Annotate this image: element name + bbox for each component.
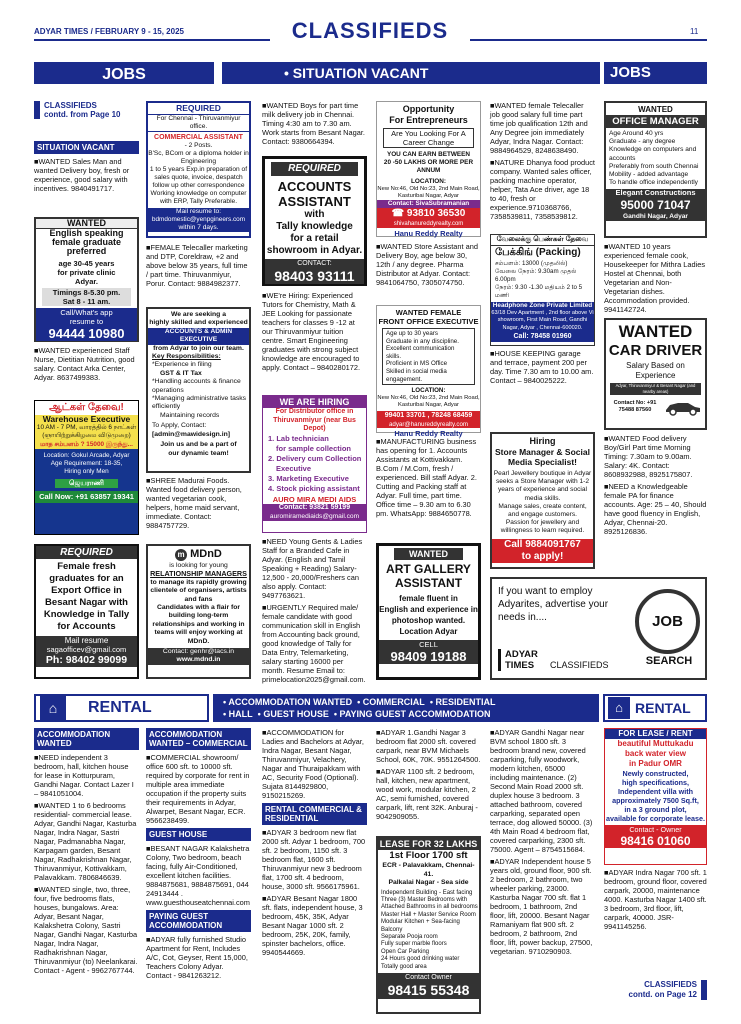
ad-line: For Entrepreneurs [389, 115, 468, 125]
ad-bullet: Mobility - added advantage [609, 171, 689, 179]
ad-title: WANTED [394, 548, 463, 560]
ad-line: age 30-45 years [58, 259, 115, 268]
rental-column-1 [34, 728, 139, 1013]
ad-mdnd [146, 544, 251, 679]
ad-line: Location Adyar [399, 627, 458, 636]
ad-accounts-admin [146, 307, 251, 473]
ad-opportunity [376, 101, 481, 237]
ad-line: Salary Based on [626, 361, 685, 370]
ad-bullet: Knowledge on computers and accounts [609, 146, 697, 162]
ad-line: 20 -50 LAKHS OR MORE PER ANNUM [383, 159, 474, 174]
column-6-text [604, 242, 707, 312]
ad-line: Female fresh [57, 561, 116, 572]
ad-lease-muttukadu [604, 728, 707, 865]
ad-line: within 7 days. [148, 224, 249, 232]
ad-title: FOR LEASE / RENT [605, 729, 706, 739]
column-6-text [604, 434, 707, 569]
ad-accounts-tally [262, 156, 367, 286]
ad-line: in Padur OMR [629, 759, 682, 768]
jobs-bar-right: JOBS [604, 62, 707, 84]
ad-line: Export Office in [51, 585, 122, 596]
rental-column-6 [604, 868, 707, 973]
classified-ad: ■WE're Hiring: Experienced Tutors for Chemistry, Math & JEE Looking for passionate teachers for classes 9 -12 at our Thiruvanmiyur tuition centre. Smart Engineering graduates with strong subject knowledge are encouraged to apply. Contact – 9840280172. [262, 291, 361, 372]
jobs-bar-left: JOBS [34, 62, 214, 84]
ad-line: is looking for young [169, 562, 228, 569]
ad-line: Are You Looking For A [391, 129, 466, 138]
ad-line: We are seeking a [170, 311, 227, 318]
ad-phone[interactable]: 99401 33701 , 78248 68459 [377, 411, 480, 421]
column-1-text [34, 346, 139, 398]
ad-line: CONTACT: [265, 259, 364, 268]
classified-ad: ■WANTED single, two, three, four, five bedrooms flats, houses, bungalows. Area: Adyar, Besant Nagar, Kalakshetra Colony, Sastri Nagar, Gandhi Nagar, Kasturba Nagar, Indra Nagar, Radhakrishnan Nagar, Thiruvanmiyur (to) Neelankarai. Contact - Agent - 9962767744. [34, 885, 138, 975]
ad-front-office [376, 305, 481, 439]
ad-line: Sat 8 - 11 am. [42, 297, 131, 306]
ad-line: showroom in Adyar. [266, 245, 363, 256]
ad-line: from Adyar to join our team. [153, 344, 244, 352]
rental-column-3 [262, 728, 367, 1013]
ad-office-manager [604, 101, 707, 238]
ad-phone[interactable]: Contact: 93821 59199 [263, 504, 366, 513]
ad-line: New No:46, Old No:23, 2nd Main Road, Kasturibai Nagar, Adyar [377, 186, 480, 199]
ad-logo: Hanu Reddy Realty [394, 429, 463, 439]
rental-label: RENTAL [88, 699, 152, 716]
classified-ad: ■WANTED Food delivery Boy/Girl Part time Morning Timing: 7.30am to 9.00am. Salary: 4K. Contact: 8608932988, 8925175807. [604, 434, 693, 479]
ad-phone[interactable]: 98403 93111 [265, 268, 364, 284]
ad-line: Tally knowledge [276, 221, 353, 232]
ad-line: Newly constructed, [622, 769, 689, 778]
ad-bullet: Open Car Parking [381, 948, 430, 955]
ad-commercial-assistant [146, 101, 251, 238]
ad-english-speaking [34, 217, 139, 342]
classified-ad: ■COMMERCIAL showroom/ office 600 sft. to 10000 sft. required by corporate for rent in multiple area immediate occupation if the property suits their requirements in Adyar, Alwarpet, Besant Nagar, ECR. 9566238499. [146, 753, 250, 825]
ad-line: Adyar. [75, 277, 98, 286]
rental-bar-right [603, 694, 707, 722]
ad-line: For Chennai - Thiruvanmiyur office. [148, 114, 249, 132]
classified-ad: ■SHREE Madurai Foods. Wanted food delivery person, wanted vegetarian cook, helpers, home maid servant, immediate. Contact: 9884757729. [146, 476, 242, 530]
ad-line: female fluent in [399, 594, 458, 603]
ad-bullet: Graduate in any discipline. [386, 337, 459, 345]
contd-on-label[interactable] [604, 980, 707, 1000]
ad-line: ACCOUNTS [277, 179, 352, 194]
section-rental-commercial: RENTAL COMMERCIAL & RESIDENTIAL [262, 803, 367, 825]
ad-line: WANTED [618, 322, 693, 341]
ad-line: Besant Nagar with [45, 597, 128, 608]
column-5-text [490, 101, 595, 231]
ad-line: for a retail [290, 233, 339, 244]
ad-bullet: Modular Kitchen + Sea-facing Balcony [381, 919, 460, 933]
ad-line: ASSISTANT [278, 194, 351, 209]
ad-title: WANTED [638, 105, 673, 114]
classified-ad: ■ADYAR Independent house 5 years old, ground floor, 900 sft. 2 bedroom, 2 bathroom, two wheeler parking, 23000. Kasturba Nagar 700 sft. flat 1 bedroom, 1 bathroom, 2nd floor, lift, 20000. Besant Nagar Ramaniyam flat 900 sft. 2 bedroom, 2 bathroom, 2nd floor, lift, power backup, 27500, vegetarian. 9710290903. [490, 857, 593, 956]
classified-ad: ■HOUSE KEEPING garage and terrace, payment 200 per day. Time 7.30 am to 10.00 am. Contact – 9840025222. [490, 349, 594, 385]
ad-line: B'Sc, BCom or a diploma holder in Engineering [148, 150, 249, 165]
ad-phone[interactable]: 95000 71047 [606, 198, 705, 213]
ad-line: to manage its rapidly growing clientele of organisers, artists and fans [150, 578, 247, 603]
ad-line: Thiruvanmiyur (near Bus Depot) [273, 416, 356, 432]
ad-line: 63/18 Dev Apartment , 2nd floor above Vi showroom, First Main Road, Gandhi Nagar, Adyar , Chennai-600020. [491, 310, 594, 331]
ad-advertise-here [490, 577, 707, 680]
ad-email[interactable]: sagaofficev@gmail.com [36, 645, 137, 654]
ad-line: Media Specialist! [508, 457, 577, 467]
ad-line: Palkalai Nagar - Sea side [388, 879, 469, 886]
column-4-text [376, 242, 481, 302]
ad-bullet: Skilled in social media engagement. [386, 367, 447, 383]
ad-line: (ஞாயிற்றுக்கிழமை விடுமுறை) [35, 432, 138, 440]
ad-line: our dynamic team! [168, 449, 229, 457]
ad-line: RELATIONSHIP MANAGERS [150, 569, 247, 579]
rental-label: RENTAL [635, 700, 691, 716]
ad-line: SEARCH [645, 655, 693, 667]
rental-column-5 [490, 728, 595, 1013]
ad-line: Age Requirement: 18-35, [50, 460, 123, 467]
ad-career-box [383, 128, 474, 148]
ad-logo: ADYAR [505, 649, 538, 660]
page-title: CLASSIFIEDS [291, 18, 449, 43]
ad-line: Manage sales, create content, and engage customers. [498, 502, 587, 519]
ad-bullet: Proficient in MS Office [386, 360, 448, 368]
ad-line: needs in.... [498, 612, 547, 623]
ad-title: REQUIRED [176, 103, 221, 113]
ad-line: If you want to employ [498, 586, 593, 597]
ad-title: ஆட்கள் தேவை! [35, 401, 138, 415]
ad-line: FRONT OFFICE EXECUTIVE [378, 317, 479, 326]
ad-export-office [34, 544, 139, 679]
column-2-text [146, 243, 251, 303]
ad-bullet: Excellent communication skills. [386, 345, 455, 360]
ad-line: Passion for jewellery and willingness to learn required. [500, 519, 585, 535]
header-rule-right [470, 39, 707, 41]
ad-bullet: Three (3) Master Bedrooms with Attached Bathrooms in all bedrooms [381, 896, 478, 911]
ad-title: WANTED [36, 219, 137, 229]
classified-ad: ■ADYAR fully furnished Studio Apartment for Rent, Includes A/C, Cot, Geyser, Rent 15,000, Teachers Colony Adyar. Contact - 9841263212. [146, 935, 248, 980]
ad-line: approximately 7500 Sq.ft, [612, 796, 699, 805]
ad-title: WE ARE HIRING [263, 396, 366, 408]
mdnd-logo-icon: m [175, 549, 187, 561]
ad-line: to apply! [492, 551, 593, 563]
ad-line: Career Change [402, 138, 455, 147]
section-accommodation-wanted: ACCOMMODATION WANTED [34, 728, 139, 750]
classified-ad: ■NEED independent 3 bedroom, hall, kitchen house for lease in Kotturpuram, Gandhi Nagar. Contact Lazer I – 9841051004. [34, 753, 134, 798]
column-3-text [262, 101, 367, 153]
ad-line: *Experience in filing [152, 361, 212, 369]
ad-email[interactable]: auromiramediaids@gmail.com [263, 513, 366, 522]
ad-line: LOCATION: [410, 178, 447, 185]
ad-line: Contact Owner [378, 973, 479, 982]
column-4-text [376, 437, 481, 540]
section-commercial-wanted: ACCOMMODATION WANTED – COMMERCIAL [146, 728, 251, 750]
ad-line: Candidates with a flair for building long-term relationships and working in teams will enjoy working at MDnD. [152, 604, 245, 645]
ad-line: Experience [635, 371, 676, 380]
classified-ad: ■NATURE Dhanya food product company. Wanted sales officer, packing machine operator, helper, Tata Ace driver, age 18 to 40, fresh or experience.9710368766, 7358539811, 7358539812. [490, 158, 595, 221]
ad-line: Mail resume [36, 636, 137, 645]
ad-bullet: Independent Building - East facing [381, 889, 473, 896]
section-paying-guest: PAYING GUEST ACCOMMODATION [146, 910, 251, 932]
ad-line: Opportunity [402, 104, 455, 114]
ad-line: for sample collection [276, 443, 352, 453]
ad-line: Store Manager & Social [495, 447, 590, 457]
ad-line: Adyar, Thiruvanmiyur & Besant Nagar (and nearby areas) [610, 383, 701, 395]
ad-line: Join us and be a part of [160, 441, 237, 449]
ad-line: நேரம்: 9.30 -1.30 மதியம் 2 to 5 மணி [495, 284, 583, 299]
ad-line: 1st Floor 1700 sft [389, 850, 468, 861]
ad-line: English and experience in [379, 605, 478, 614]
car-icon [664, 398, 702, 416]
category-label: • PAYING GUEST ACCOMMODATION [333, 709, 491, 719]
ad-title: LEASE FOR 32 LAKHS [379, 839, 478, 849]
classified-ad: ■ADYAR Indra Nagar 700 sft. 1 bedroom, ground floor, covered carpark, 20000, maintenance 4000. Kasturba Nagar 1400 sft. 3 bedroom, 3rd floor, lift, carpark, 40000. JSR- 9941145256. [604, 868, 707, 931]
classified-ad: ■ADYAR Besant Nagar 1800 sft. flats, independent house, 3 bedroom, 45K, 35K, Adyar Besant Nagar 1000 sft. 2 bedroom, 25K, 20K, family, spinster bachelors, office. 9940544669. [262, 894, 363, 957]
section-guest-house: GUEST HOUSE [146, 828, 251, 841]
ad-line: Executive [276, 463, 312, 473]
contd-title: CLASSIFIEDS [44, 101, 97, 110]
ad-bullet: Totally good area [381, 963, 427, 970]
ad-phone[interactable]: 98409 19188 [379, 649, 478, 664]
category-label: • COMMERCIAL [357, 697, 425, 707]
classified-ad: ■WANTED Store Assistant and Delivery Boy, age below 30, 12th / any degree. Pharma Distributor at Adyar. Contact: 9841064750, 7305074750. [376, 242, 478, 287]
ad-phone[interactable]: Contact No: +91 75488 87560 [613, 400, 657, 413]
ad-link[interactable]: www.mdnd.in [148, 656, 249, 664]
ad-line: Contact: SivaSubramanian [377, 200, 480, 208]
ad-line: COMMERCIAL ASSISTANT [154, 134, 243, 141]
ad-line: highly skilled and experienced [149, 319, 248, 327]
ad-line: available for corporate lease. [605, 814, 706, 823]
column-3-text [262, 537, 367, 684]
page-number: 11 [690, 27, 699, 36]
ad-line: for Accounts [57, 621, 116, 632]
contd-subtitle: contd. from Page 10 [44, 110, 121, 119]
ad-line: WANTED FEMALE [395, 308, 462, 317]
ad-phone[interactable]: Call 9884091767 [492, 539, 593, 551]
section-situation-vacant: SITUATION VACANT [34, 141, 139, 154]
ad-logo: ஜெயராணி [55, 479, 118, 488]
ad-line: OFFICE MANAGER [606, 115, 705, 128]
ad-line: 3. Marketing Executive [268, 473, 349, 483]
ad-line: Maintaining records [160, 411, 220, 419]
ad-phone[interactable]: 94444 10980 [36, 326, 137, 341]
rental-bar-left [34, 694, 209, 722]
ad-line: back water view [625, 749, 686, 758]
ad-line: மாத சம்பளம் ? 15000 இருந்து... [35, 440, 138, 449]
ad-line: with [304, 209, 325, 220]
classified-ad: ■FEMALE Telecaller marketing and DTP, Coreldraw, +2 and above below 35 years, full time / part time. Thiruvanmiyur, Porur. Contact: 9884982377. [146, 243, 248, 288]
house-icon: ⌂ [40, 696, 66, 720]
category-label: • GUEST HOUSE [257, 709, 329, 719]
classified-ad: ■WANTED 1 to 6 bedrooms residential- commercial lease. Adyar, Gandhi Nagar, Kasturba Nagar, Indra Nagar, Sastri Nagar, Padmanabha Nagar, Karpagam garden, Besant Nagar, Radhakrishnan Nagar, Thiruvanmiyur, Kottivakkam, Palavakkam. 7806846639. [34, 801, 137, 882]
contd-subtitle: contd. on Page 12 [628, 990, 697, 999]
ad-line: வேலை நேரம்: 9.30am முதல் 6.00pm [495, 268, 577, 283]
ad-logo-text: MDnD [190, 548, 222, 560]
category-label: • HALL [223, 709, 253, 719]
rental-column-2 [146, 728, 251, 1013]
category-label: • RESIDENTIAL [429, 697, 496, 707]
ad-link[interactable]: shivahanureddyrealty.com [377, 220, 480, 228]
classified-ad: ■MANUFACTURING business has opening for 1. Accounts Assistants at Kottivakkam. B.Com / M.Com, fresh / experienced. Bill staff Adyar. 2. Cutting and Packing staff at Adyar. Full time, part time. Office time – 9.30 am to 6.30 pm. WhatsApp: 9884650778. [376, 437, 477, 518]
ad-car-driver [604, 318, 707, 430]
ad-bullet: 24 Hours good drinking water [381, 956, 460, 963]
ad-bullet: Age up to 30 years [386, 330, 438, 337]
ad-title: REQUIRED [36, 546, 137, 559]
ad-line: ASSISTANT [394, 576, 463, 590]
ad-logo: Hanu Reddy Realty [394, 229, 463, 238]
ad-email[interactable]: adyar@hanureddyrealty.com [377, 421, 480, 429]
ad-art-gallery [376, 543, 481, 680]
classified-ad: ■ADYAR Gandhi Nagar near BVM school 1800 sft. 3 bedroom brand new, covered carparking, fully woodwork, modern kitchen, 65000 including maintenance. (2) Second Main Road 2000 sft. duplex house 3 bedroom. 3 attached bathroom, covered carparking, separated open terrace, dog allowed 50000. (3) 4th Main Road 4 bedroom flat, covered carparking, 2300 sft. 75000. Agent – 8754515684. [490, 728, 593, 854]
classified-ad: ■WANTED 10 years experienced female cook, Housekeeper for Mithra Ladies Hostel at Chennai, both Vegetarian and Non-Vegetarian dishes. Accommodation provided. 9941142724. [604, 242, 706, 314]
category-label: • ACCOMMODATION WANTED [223, 697, 353, 707]
ad-line: For Distributor office in [275, 408, 354, 415]
ad-line: GST & IT Tax [160, 369, 202, 377]
ad-line: - 2 Posts. [184, 142, 213, 149]
masthead: ADYAR TIMES / FEBRUARY 9 - 15, 2025 [34, 27, 184, 36]
contd-from-label[interactable] [34, 101, 139, 119]
ad-lease-ecr [376, 836, 481, 1014]
rental-column-4 [376, 728, 481, 833]
ad-line: Timings 8-5.30 pm. [42, 288, 131, 297]
ad-line: female graduate preferred [51, 237, 122, 256]
ad-line: Gandhi Nagar, Adyar [606, 213, 705, 221]
ad-line: Hiring only Men [64, 468, 109, 475]
ad-title: REQUIRED [271, 162, 358, 176]
classified-ad: ■ACCOMMODATION for Ladies and Bachelors at Adyar, Indra Nagar, Besant Nagar, Thiruvanmiyur, Velachery, Nagar and Thuraipakkam with AC, Security Food (Optional). Sujata 8144929800, 9150215269. [262, 728, 364, 800]
header-rule-left [34, 39, 270, 41]
ad-line: வேலைக்கு பெண்கள் தேவை [491, 235, 594, 246]
ad-line: Headphone Zone Private Limited [492, 302, 593, 309]
ad-phone[interactable]: 98416 01060 [605, 834, 706, 848]
classified-ad: ■WANTED Boys for part time milk delivery job in Chennai. Timing 4:30 am to 7.30 am. Work starts from Besant Nagar. Contact: 9380664394. [262, 101, 365, 146]
ad-line: Key Responsibilities: [152, 353, 221, 361]
ad-line: in a 3 ground plot, [624, 805, 687, 814]
ad-line: photoshop wanted. [391, 616, 466, 625]
ad-line: பேக்கிங் (Packing) [495, 247, 581, 258]
ad-line: Adyarites, advertise your [498, 599, 609, 610]
ad-phone[interactable]: 98415 55348 [378, 982, 479, 999]
rental-categories [213, 694, 599, 722]
ad-packing [490, 234, 595, 346]
jobs-bar-center: • SITUATION VACANT [222, 62, 600, 84]
ad-line: Contact - Owner [605, 825, 706, 834]
contd-title: CLASSIFIEDS [644, 980, 697, 989]
ad-line: 2. Delivery cum Collection [268, 453, 362, 463]
ad-phone[interactable]: ☎ 93810 36530 [377, 208, 480, 220]
ad-line: To Apply, Contact: [152, 422, 207, 430]
ad-line: Location: Gokul Arcade, Adyar [43, 452, 130, 459]
ad-line: Warehouse Executive [35, 415, 138, 424]
ad-bullet: Graduate - any degree [609, 138, 676, 146]
ad-bullet: To handle office independently [609, 179, 698, 187]
ad-auro-mira [262, 395, 367, 533]
ad-line: 10 AM - 7 PM, வாரத்தில் 6 நாட்கள் [36, 424, 137, 431]
ad-line: beautiful Muttukadu [617, 739, 694, 748]
ad-bullet: Separate Pooja room [381, 933, 438, 940]
ad-phone[interactable]: Call: 78458 01960 [491, 332, 594, 342]
column-5-text [490, 349, 595, 399]
ad-line: ACCOUNTS & ADMIN EXECUTIVE [148, 328, 249, 345]
ad-phone[interactable]: Call Now: +91 63857 19341 [35, 491, 138, 503]
ad-line: 1 to 5 years Exp.in preparation of sales quote, invoice, despatch follow up other correspondence [149, 166, 248, 189]
ad-line: Hiring [529, 436, 556, 446]
ad-line: Call/What's app [36, 308, 137, 317]
ad-line: 1. Lab technician [268, 433, 329, 443]
column-2-text [146, 476, 251, 540]
ad-store-manager [490, 432, 595, 569]
ad-line: CELL [379, 640, 478, 649]
ad-line: Independent villa with [617, 787, 694, 796]
ad-line: YOU CAN EARN BETWEEN [386, 151, 471, 158]
ad-line: Knowledge in Tally [43, 609, 130, 620]
ad-line: *Handling accounts & finance operations [152, 378, 241, 394]
column-3-text [262, 291, 367, 391]
ad-line: ART GALLERY [386, 562, 471, 576]
classified-ad: ■NEED a Knowledgeable female PA for finance accounts. Age: 25 – 40, Should have good fluency in English, Adyar, Chennai-20. 8925126836. [604, 482, 707, 536]
ad-warehouse-tamil [34, 400, 139, 535]
classified-ad: ■WANTED experienced Staff Nurse, Dietitian Nutrition, good salary. Contact Arka Center, Adyar. 8637499383. [34, 346, 135, 382]
ad-line: LOCATION: [411, 387, 446, 395]
ad-line: Elegant Constructions [606, 189, 705, 197]
classified-ad: ■ADYAR 1100 sft. 2 bedroom, hall, kitchen, new apartment, wood work, modular kitchen, 2 AC, semi furnished, covered carpark, lift, rent 32K. Anburaj - 9042909055. [376, 767, 478, 821]
magnifier-icon: JOB [635, 589, 700, 654]
ad-line: 4. Stock picking assistant [268, 483, 360, 493]
ad-line: high specifications, [621, 778, 690, 787]
ad-line: for private clinic [57, 268, 116, 277]
ad-line: CAR DRIVER [608, 342, 703, 359]
ad-line: Pearl Jewellery boutique in Adyar seeks a Store Manager with 1-2 years of experience and social media skills. [493, 470, 592, 502]
classified-ad: ■BESANT NAGAR Kalakshetra Colony, Two bedroom, beach facing, fully Air-Conditioned, excellent kitchen facilities. 9884875681, 9884875691, 044 24913444 . www.guesthouseatchennai.com [146, 844, 250, 907]
ad-bullet: Master Hall + Master Service Room [381, 911, 476, 918]
ad-email[interactable]: bdmdomestic@yenpgineers.com [148, 216, 249, 224]
ad-line: AURO MIRA MEDI AIDS [272, 494, 357, 504]
ad-line: *Managing administrative tasks efficiently [152, 395, 247, 411]
ad-logo: TIMES [505, 660, 535, 671]
classified-ad: ■WANTED Sales Man and wanted Delivery boy, fresh or experience, good salary with incentives. 9840491717. [34, 157, 130, 193]
ad-phone[interactable]: Ph: 98402 99099 [36, 654, 137, 667]
classified-ad: ■WANTED female Telecaller job good salary full time part time job qualification 12th and Any Degree join immediately Adyar, Indra Nagar. Contact: 9884964529, 8248638490. [490, 101, 588, 155]
classified-ad: ■ADYAR 1.Gandhi Nagar 3 bedroom flat 2000 sft. covered carpark, near BVM Michaels School, 60K, 70K. 9551264500. [376, 728, 481, 764]
ad-line: சம்பளம்: 13000 (முதலில்) [495, 260, 568, 267]
ad-bullet: Fully super marble floors [381, 941, 447, 948]
ad-line: Working knowledge on computer with ERP, Tally Preferable. [150, 190, 247, 205]
ad-line: New No:46, Old No:23, 2nd Main Road, Kasturibai Nagar, Adyar [377, 394, 480, 408]
ad-line: Mail resume to: [148, 208, 249, 216]
ad-line: CLASSIFIEDS [550, 660, 609, 670]
ad-line: English speaking [49, 228, 124, 238]
classified-ad: ■URGENTLY Required male/ female candidate with good communication skill in English from Accounting back ground, good knowledge of Tally for Data Entry, Telemarketing, salary starting 16000 per month. Resume Email to: primelocation2025@gmail.com. [262, 603, 366, 684]
ad-logo [148, 546, 249, 562]
house-icon: ⌂ [608, 697, 630, 719]
ad-line: ECR - Palavakkam, Chennai-41. [382, 862, 475, 878]
ad-line: graduates for an [49, 573, 124, 584]
ad-line: resume to [36, 317, 137, 326]
classified-ad: ■ADYAR 3 bedroom new flat 2000 sft. Adyar 1 bedroom, 700 sft. 2 bedroom, 1150 sft. 3 bedroom flat, 1600 sft. Thiruvanmiyur new 3 bedroom flat, 1700 sft. 4 bedroom, house, 3000 sft. 9566175961. [262, 828, 366, 891]
ad-bullet: Age Around 40 yrs [609, 130, 664, 137]
ad-email[interactable]: Contact: genhr@tacs.in [148, 648, 249, 656]
ad-email[interactable]: [admin@mawidesign.in] [152, 430, 231, 438]
classified-ad: ■NEED Young Gents & Ladies Staff for a Branded Cafe in Adyar. (English and Tamil Speaking + Reading) Salary- 12,500 - 20,000/Freshers can also apply. Contact: 9497763621. [262, 537, 363, 600]
ad-bullet: Preferably from south Chennai [609, 162, 699, 170]
